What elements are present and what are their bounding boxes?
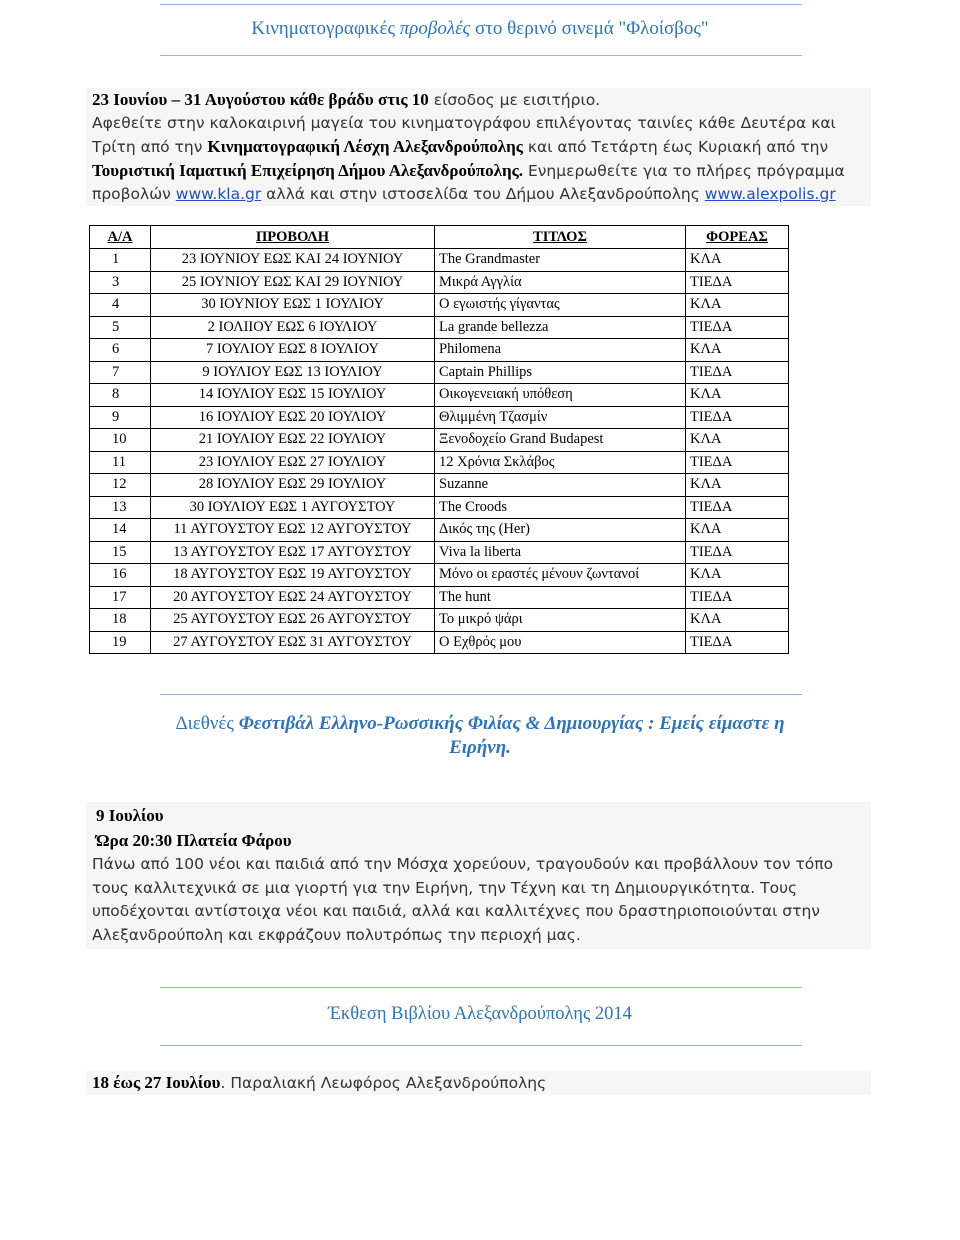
cell-screening: 16 ΙΟΥΛΙΟΥ ΕΩΣ 20 ΙΟΥΛΙΟΥ	[151, 406, 435, 429]
cell-organizer: ΤΙΕΔΑ	[686, 316, 789, 339]
table-row	[90, 541, 789, 564]
cell-organizer: ΚΛΑ	[686, 249, 789, 272]
table-row	[90, 429, 789, 452]
cell-screening: 25 ΙΟΥΝΙΟΥ ΕΩΣ ΚΑΙ 29 ΙΟΥΝΙΟΥ	[151, 271, 435, 294]
cell-organizer: ΚΛΑ	[686, 294, 789, 317]
festival-heading	[160, 712, 800, 760]
cell-title: The Grandmaster	[435, 249, 686, 272]
festival-event	[86, 802, 871, 949]
cell-title: Το μικρό ψάρι	[435, 609, 686, 632]
cell-screening: 14 ΙΟΥΛΙΟΥ ΕΩΣ 15 ΙΟΥΛΙΟΥ	[151, 384, 435, 407]
intro-text-2: και από Τετάρτη έως Κυριακή από την	[522, 138, 829, 156]
cell-title: The hunt	[435, 586, 686, 609]
divider-title	[160, 55, 802, 56]
table-row	[90, 586, 789, 609]
cell-title: Μόνο οι εραστές μένουν ζωντανοί	[435, 564, 686, 587]
table-row	[90, 519, 789, 542]
cell-title: Ο εγωιστής γίγαντας	[435, 294, 686, 317]
table-row	[90, 451, 789, 474]
cell-organizer: ΤΙΕΔΑ	[686, 496, 789, 519]
cell-title: La grande bellezza	[435, 316, 686, 339]
cell-number: 13	[90, 496, 151, 519]
intro-text-3: Ενημερωθείτε για το πλήρες πρόγραμμα προβολών	[92, 162, 845, 203]
cell-number: 1	[90, 249, 151, 272]
table-row	[90, 271, 789, 294]
cell-organizer: ΤΙΕΔΑ	[686, 361, 789, 384]
table-row	[90, 316, 789, 339]
intro-dates-rest: είσοδος με εισιτήριο.	[428, 91, 601, 109]
table-row	[90, 339, 789, 362]
cell-screening: 21 ΙΟΥΛΙΟΥ ΕΩΣ 22 ΙΟΥΛΙΟΥ	[151, 429, 435, 452]
cell-screening: 23 ΙΟΥΛΙΟΥ ΕΩΣ 27 ΙΟΥΛΙΟΥ	[151, 451, 435, 474]
cell-screening: 18 ΑΥΓΟΥΣΤΟΥ ΕΩΣ 19 ΑΥΓΟΥΣΤΟΥ	[151, 564, 435, 587]
cell-number: 16	[90, 564, 151, 587]
event-date: 9 Ιουλίου	[96, 806, 164, 825]
cell-number: 8	[90, 384, 151, 407]
cell-screening: 9 ΙΟΥΛΙΟΥ ΕΩΣ 13 ΙΟΥΛΙΟΥ	[151, 361, 435, 384]
cell-title: Philomena	[435, 339, 686, 362]
page-title	[0, 18, 960, 40]
cell-screening: 25 ΑΥΓΟΥΣΤΟΥ ΕΩΣ 26 ΑΥΓΟΥΣΤΟΥ	[151, 609, 435, 632]
cell-organizer: ΤΙΕΔΑ	[686, 631, 789, 654]
intro-paragraph	[86, 88, 871, 206]
table-row	[90, 361, 789, 384]
festival-name: Φεστιβάλ Ελληνο-Ρωσσικής Φιλίας & Δημιουργίας : Εμείς είμαστε η Ειρήνη.	[238, 713, 785, 758]
title-part-c: στο θερινό σινεμά "Φλοίσβος"	[470, 18, 709, 39]
expo-heading: Έκθεση Βιβλίου Αλεξανδρούπολης 2014	[328, 1004, 632, 1024]
table-row	[90, 406, 789, 429]
event-description: Πάνω από 100 νέοι και παιδιά από την Μόσχα χορεύουν, τραγουδούν και προβάλλουν τον τόπο τους καλλιτεχνικά σε μια γιορτή για την Ειρήνη, την Τέχνη και τη Δημιουργικότητα. Τους υποδέχονται αντίστοιχα νέοι και παιδιά, αλλά και καλλιτέχνες που δραστηριοποιούνται στην Αλεξανδρούπολη και εκφράζουν πολυτρόπως την περιοχή μας.	[92, 855, 834, 944]
cell-organizer: ΚΛΑ	[686, 429, 789, 452]
event-time-place: Ώρα 20:30 Πλατεία Φάρου	[96, 830, 292, 850]
intro-org-1: Κινηματογραφική Λέσχη Αλεξανδρούπολης	[207, 137, 523, 156]
cell-title: Δικός της (Her)	[435, 519, 686, 542]
cell-number: 4	[90, 294, 151, 317]
cell-number: 14	[90, 519, 151, 542]
cell-number: 12	[90, 474, 151, 497]
cell-screening: 27 ΑΥΓΟΥΣΤΟΥ ΕΩΣ 31 ΑΥΓΟΥΣΤΟΥ	[151, 631, 435, 654]
cell-number: 3	[90, 271, 151, 294]
cell-screening: 28 ΙΟΥΛΙΟΥ ΕΩΣ 29 ΙΟΥΛΙΟΥ	[151, 474, 435, 497]
cell-organizer: ΤΙΕΔΑ	[686, 586, 789, 609]
cell-organizer: ΚΛΑ	[686, 384, 789, 407]
book-location: . Παραλιακή Λεωφόρος Αλεξανδρούπολης	[220, 1074, 547, 1092]
intro-text-1: Αφεθείτε στην καλοκαιρινή μαγεία του κινηματογράφου επιλέγοντας ταινίες κάθε Δευτέρα και Τρίτη από την	[92, 114, 836, 156]
intro-text-4: αλλά και στην ιστοσελίδα του Δήμου Αλεξανδρούπολης	[261, 185, 705, 203]
cell-number: 5	[90, 316, 151, 339]
book-fair-info	[86, 1071, 871, 1095]
cell-organizer: ΚΛΑ	[686, 519, 789, 542]
cell-number: 15	[90, 541, 151, 564]
cell-organizer: ΚΛΑ	[686, 609, 789, 632]
cell-number: 9	[90, 406, 151, 429]
alexpolis-link[interactable]: www.alexpolis.gr	[704, 185, 836, 203]
divider-expo-top	[160, 987, 802, 988]
cell-title: Viva la liberta	[435, 541, 686, 564]
cell-title: Ξενοδοχείο Grand Budapest	[435, 429, 686, 452]
divider-festival-top	[160, 694, 802, 695]
table-row	[90, 294, 789, 317]
cell-screening: 13 ΑΥΓΟΥΣΤΟΥ ΕΩΣ 17 ΑΥΓΟΥΣΤΟΥ	[151, 541, 435, 564]
cell-screening: 30 ΙΟΥΛΙΟΥ ΕΩΣ 1 ΑΥΓΟΥΣΤΟΥ	[151, 496, 435, 519]
cell-organizer: ΤΙΕΔΑ	[686, 451, 789, 474]
table-row	[90, 384, 789, 407]
cell-title: The Croods	[435, 496, 686, 519]
cell-number: 18	[90, 609, 151, 632]
festival-lead: Διεθνές	[175, 713, 239, 734]
cell-number: 6	[90, 339, 151, 362]
cell-title: Θλιμμένη Τζασμίν	[435, 406, 686, 429]
cell-screening: 30 ΙΟΥΝΙΟΥ ΕΩΣ 1 ΙΟΥΛΙΟΥ	[151, 294, 435, 317]
cell-organizer: ΚΛΑ	[686, 564, 789, 587]
cell-organizer: ΚΛΑ	[686, 339, 789, 362]
table-row	[90, 474, 789, 497]
cell-screening: 7 ΙΟΥΛΙΟΥ ΕΩΣ 8 ΙΟΥΛΙΟΥ	[151, 339, 435, 362]
cell-number: 10	[90, 429, 151, 452]
kla-link[interactable]: www.kla.gr	[175, 185, 262, 203]
table-row	[90, 609, 789, 632]
cell-screening: 2 ΙΟΛΙΙΟΥ ΕΩΣ 6 ΙΟΥΛΙΟΥ	[151, 316, 435, 339]
title-part-a: Κινηματογραφικές	[251, 18, 400, 39]
cell-screening: 23 ΙΟΥΝΙΟΥ ΕΩΣ ΚΑΙ 24 ΙΟΥΝΙΟΥ	[151, 249, 435, 272]
header-title: ΤΙΤΛΟΣ	[435, 226, 686, 249]
cell-number: 7	[90, 361, 151, 384]
intro-dates: 23 Ιουνίου – 31 Αυγούστου κάθε βράδυ στις 10	[92, 90, 429, 109]
cell-organizer: ΤΙΕΔΑ	[686, 271, 789, 294]
cell-title: Ο Εχθρός μου	[435, 631, 686, 654]
schedule-table	[89, 225, 789, 654]
cell-title: Suzanne	[435, 474, 686, 497]
table-row	[90, 564, 789, 587]
cell-title: 12 Χρόνια Σκλάβος	[435, 451, 686, 474]
header-organizer: ΦΟΡΕΑΣ	[686, 226, 789, 249]
table-header-row	[90, 226, 789, 249]
cell-number: 11	[90, 451, 151, 474]
cell-title: Οικογενειακή υπόθεση	[435, 384, 686, 407]
header-aa: Α/Α	[90, 226, 151, 249]
cell-number: 19	[90, 631, 151, 654]
table-row	[90, 249, 789, 272]
intro-org-2: Τουριστική Ιαματική Επιχείρηση Δήμου Αλεξανδρούπολης.	[92, 161, 524, 180]
header-screening: ΠΡΟΒΟΛΗ	[151, 226, 435, 249]
cell-number: 17	[90, 586, 151, 609]
table-row	[90, 631, 789, 654]
cell-organizer: ΚΛΑ	[686, 474, 789, 497]
divider-top	[160, 4, 802, 5]
cell-organizer: ΤΙΕΔΑ	[686, 406, 789, 429]
divider-expo-bottom	[160, 1045, 802, 1046]
book-dates: 18 έως 27 Ιουλίου	[92, 1073, 221, 1092]
cell-screening: 11 ΑΥΓΟΥΣΤΟΥ ΕΩΣ 12 ΑΥΓΟΥΣΤΟΥ	[151, 519, 435, 542]
table-row	[90, 496, 789, 519]
cell-title: Captain Phillips	[435, 361, 686, 384]
title-part-b: προβολές	[399, 18, 471, 39]
cell-screening: 20 ΑΥΓΟΥΣΤΟΥ ΕΩΣ 24 ΑΥΓΟΥΣΤΟΥ	[151, 586, 435, 609]
cell-organizer: ΤΙΕΔΑ	[686, 541, 789, 564]
cell-title: Μικρά Αγγλία	[435, 271, 686, 294]
